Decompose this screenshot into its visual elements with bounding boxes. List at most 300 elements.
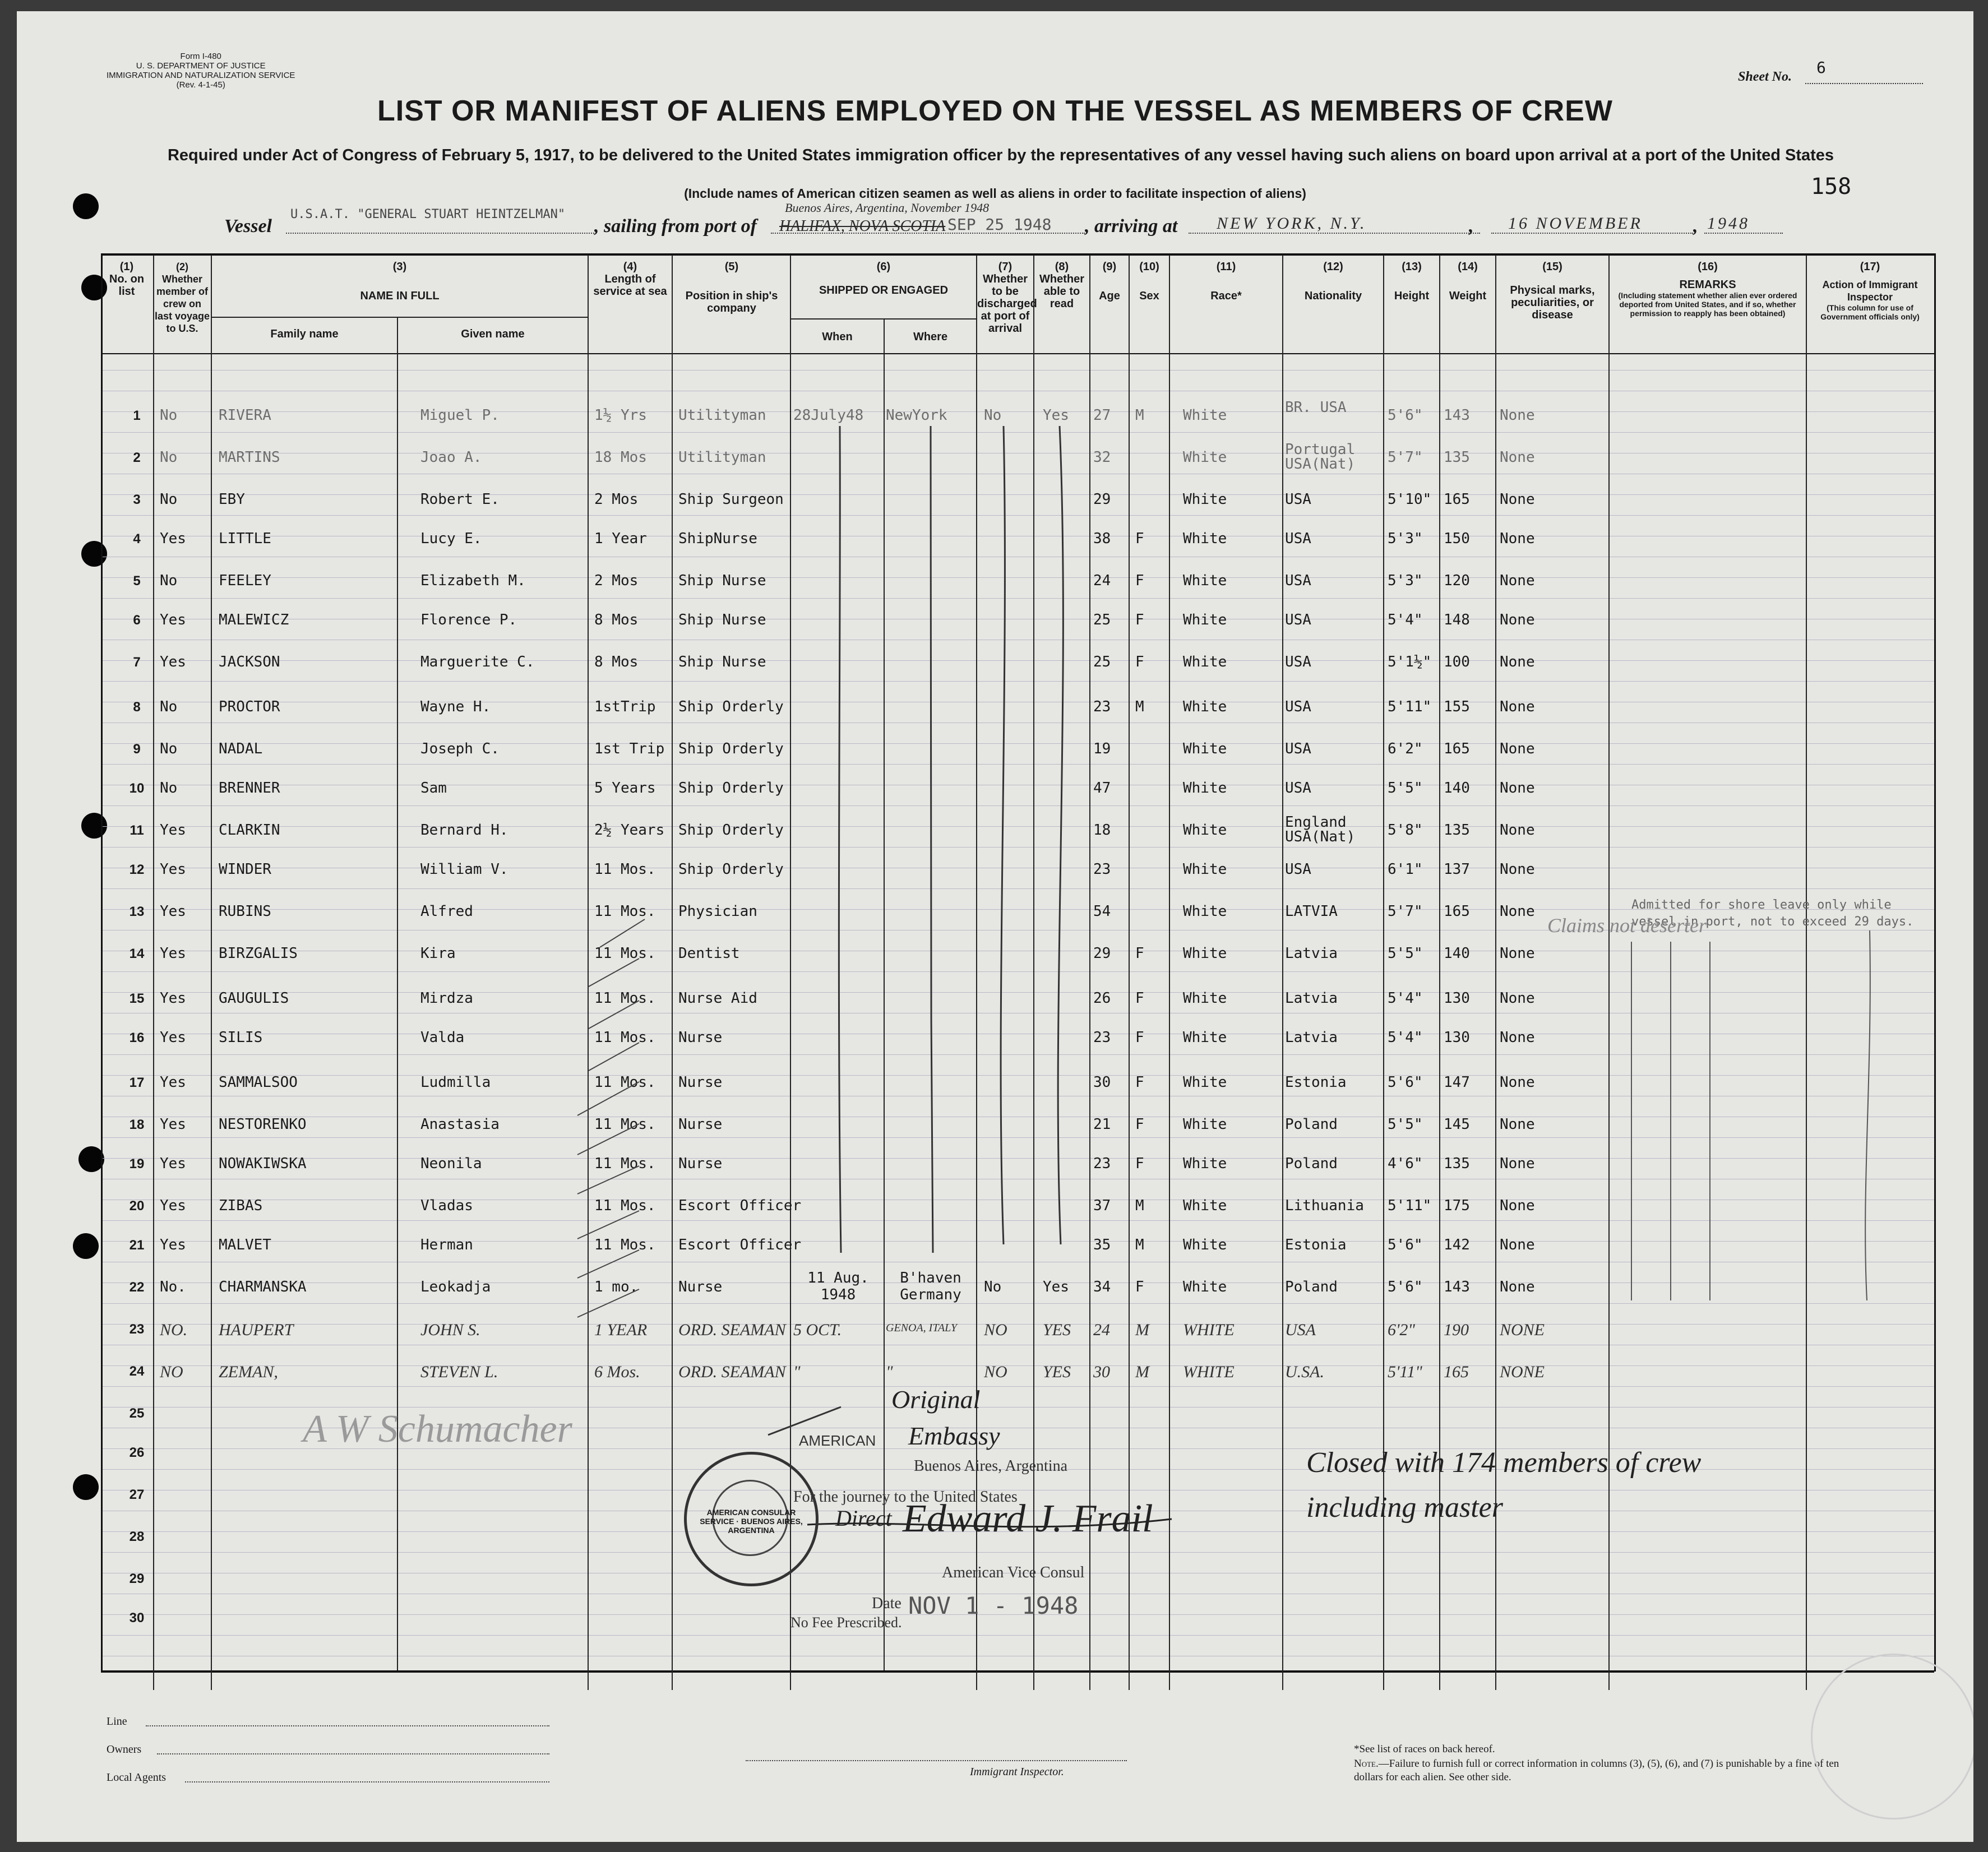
- cell-sex: F: [1135, 945, 1144, 962]
- cell-given: Ludmilla: [420, 1074, 491, 1091]
- cell-crew: Yes: [160, 1116, 186, 1133]
- vice-consul-title: American Vice Consul: [942, 1564, 1085, 1581]
- cell-crew: Yes: [160, 861, 186, 878]
- row-number: 27: [129, 1487, 145, 1502]
- row-number: 5: [133, 573, 141, 589]
- cell-family: SAMMALSOO: [219, 1074, 298, 1091]
- cell-nat: Latvia: [1285, 990, 1338, 1007]
- cell-nat: Estonia: [1285, 1237, 1347, 1253]
- cell-race: White: [1183, 491, 1227, 508]
- cell-race: White: [1183, 572, 1227, 589]
- col-where-header: Where: [913, 331, 948, 343]
- cell-height: 5'6": [1388, 407, 1423, 424]
- cell-nat: USA: [1285, 572, 1311, 589]
- cell-when: 5 OCT.: [793, 1321, 842, 1339]
- cell-service: 5 Years: [594, 780, 656, 797]
- cell-weight: 140: [1444, 780, 1470, 797]
- col-read-header: (8) Whether able to read: [1039, 261, 1084, 310]
- cell-service: 11 Mos.: [594, 1155, 656, 1172]
- cell-service: 8 Mos: [594, 654, 639, 670]
- row-number: 26: [129, 1445, 145, 1460]
- col-given-name-header: Given name: [461, 328, 525, 340]
- cell-marks: None: [1500, 822, 1535, 839]
- cell-position: Ship Orderly: [678, 740, 784, 757]
- row-number: 28: [129, 1529, 145, 1544]
- embassy-handwritten: Embassy: [908, 1422, 1000, 1450]
- arriving-port: NEW YORK, N.Y.: [1217, 214, 1367, 233]
- fine-note: Note.—Failure to furnish full or correct information in columns (3), (5), (6), and (7) is punishable by a fine of ten dollars for each alien. See other side.: [1354, 1758, 1839, 1783]
- cell-crew: NO.: [160, 1321, 188, 1339]
- cell-weight: 165: [1444, 903, 1470, 920]
- cell-weight: 130: [1444, 1029, 1470, 1046]
- sailing-label: , sailing from port of: [594, 216, 757, 237]
- cell-given: Leokadja: [420, 1279, 491, 1295]
- col-shipped-header: (6) SHIPPED OR ENGAGED: [819, 261, 949, 297]
- cell-height: 5'10": [1388, 491, 1432, 508]
- cell-position: Ship Surgeon: [678, 491, 784, 508]
- cell-height: 5'6": [1388, 1237, 1423, 1253]
- cell-sex: F: [1135, 1155, 1144, 1172]
- cell-given: Elizabeth M.: [420, 572, 526, 589]
- row-number: 29: [129, 1571, 145, 1586]
- consular-seal: [684, 1452, 819, 1586]
- col-race-header: (11) Race*: [1210, 261, 1242, 302]
- cell-marks: None: [1500, 1074, 1535, 1091]
- cell-service: 11 Mos.: [594, 1074, 656, 1091]
- consular-city: Buenos Aires, Argentina: [914, 1457, 1068, 1475]
- cell-position: Nurse: [678, 1155, 723, 1172]
- include-note: (Include names of American citizen seamen as well as aliens in order to facilitate inspection of aliens): [684, 186, 1306, 201]
- cell-position: Escort Officer: [678, 1197, 802, 1214]
- cell-marks: None: [1500, 1155, 1535, 1172]
- cell-sex: F: [1135, 612, 1144, 628]
- cell-service: 11 Mos.: [594, 1029, 656, 1046]
- arriving-label: , arriving at: [1085, 216, 1178, 237]
- cell-disch: No: [984, 407, 1002, 424]
- cell-where: B'haven Germany: [900, 1270, 961, 1303]
- cell-weight: 165: [1444, 491, 1470, 508]
- cell-weight: 120: [1444, 572, 1470, 589]
- cell-race: White: [1183, 1237, 1227, 1253]
- cell-race: White: [1183, 698, 1227, 715]
- cell-marks: None: [1500, 740, 1535, 757]
- col-height-header: (13) Height: [1394, 261, 1430, 302]
- cell-race: White: [1183, 407, 1227, 424]
- cell-position: Physician: [678, 903, 757, 920]
- cell-given: JOHN S.: [420, 1321, 480, 1339]
- cell-family: MARTINS: [219, 449, 280, 466]
- cell-service: 1st Trip: [594, 740, 665, 757]
- cell-family: FEELEY: [219, 572, 271, 589]
- cell-race: White: [1183, 822, 1227, 839]
- cell-position: Utilityman: [678, 449, 766, 466]
- cell-marks: None: [1500, 407, 1535, 424]
- cell-age: 54: [1093, 903, 1111, 920]
- cell-family: BRENNER: [219, 780, 280, 797]
- cell-service: 8 Mos: [594, 612, 639, 628]
- cell-read: YES: [1043, 1321, 1071, 1339]
- cell-age: 29: [1093, 945, 1111, 962]
- cell-position: Nurse: [678, 1074, 723, 1091]
- cell-crew: Yes: [160, 530, 186, 547]
- cell-marks: None: [1500, 1116, 1535, 1133]
- cell-sex: F: [1135, 1074, 1144, 1091]
- cell-crew: Yes: [160, 1029, 186, 1046]
- row-number: 10: [129, 781, 145, 796]
- cell-given: Bernard H.: [420, 822, 508, 839]
- cell-when: 28July48: [793, 407, 864, 424]
- cell-family: MALVET: [219, 1237, 271, 1253]
- cell-marks: None: [1500, 1279, 1535, 1295]
- cell-age: 24: [1093, 572, 1111, 589]
- cell-crew: No: [160, 449, 178, 466]
- cell-age: 21: [1093, 1116, 1111, 1133]
- cell-marks: None: [1500, 530, 1535, 547]
- row-number: 8: [133, 700, 141, 715]
- cell-race: White: [1183, 530, 1227, 547]
- row-number: 17: [129, 1075, 145, 1090]
- cell-height: 6'2": [1388, 740, 1423, 757]
- cell-nat: LATVIA: [1285, 903, 1338, 920]
- cell-disch: NO: [984, 1363, 1007, 1381]
- cell-nat: Poland: [1285, 1116, 1338, 1133]
- cell-given: Neonila: [420, 1155, 482, 1172]
- cell-age: 35: [1093, 1237, 1111, 1253]
- col-marks-header: (15) Physical marks, peculiarities, or disease: [1510, 261, 1595, 321]
- cell-marks: None: [1500, 654, 1535, 670]
- cell-crew: NO: [160, 1363, 183, 1381]
- ditto-stroke-where: [931, 426, 933, 1253]
- cell-nat: Latvia: [1285, 945, 1338, 962]
- cell-height: 5'3": [1388, 572, 1423, 589]
- cell-age: 30: [1093, 1074, 1111, 1091]
- col-service-header: (4) Length of service at sea: [593, 261, 667, 298]
- cell-given: Valda: [420, 1029, 465, 1046]
- cell-race: WHITE: [1183, 1363, 1235, 1381]
- port-stamp: SEP 25 1948: [947, 215, 1052, 234]
- cell-position: Escort Officer: [678, 1237, 802, 1253]
- cell-crew: Yes: [160, 1237, 186, 1253]
- date-label: Date: [872, 1595, 901, 1612]
- cell-given: Lucy E.: [420, 530, 482, 547]
- cell-service: 1½ Yrs: [594, 407, 647, 424]
- claims-remark: Claims not deserter: [1547, 914, 1707, 937]
- cell-age: 25: [1093, 612, 1111, 628]
- cell-position: Nurse: [678, 1029, 723, 1046]
- cell-nat: Latvia: [1285, 1029, 1338, 1046]
- cell-position: ShipNurse: [678, 530, 757, 547]
- cell-crew: No: [160, 572, 178, 589]
- cell-crew: No: [160, 740, 178, 757]
- row-number: 11: [130, 823, 144, 838]
- cell-sex: F: [1135, 990, 1144, 1007]
- col-crew-header: (2) Whether member of crew on last voyage to U.S.: [154, 261, 210, 334]
- cell-height: 4'6": [1388, 1155, 1423, 1172]
- cell-race: White: [1183, 612, 1227, 628]
- cell-crew: Yes: [160, 822, 186, 839]
- cell-sex: M: [1135, 1237, 1144, 1253]
- cell-height: 5'11": [1388, 698, 1432, 715]
- cell-nat: USA: [1285, 612, 1311, 628]
- cell-family: NOWAKIWSKA: [219, 1155, 307, 1172]
- col-weight-header: (14) Weight: [1449, 261, 1487, 302]
- cell-given: Miguel P.: [420, 407, 500, 424]
- footer-line-label: Line: [107, 1715, 127, 1728]
- cell-marks: NONE: [1500, 1363, 1545, 1381]
- cell-marks: None: [1500, 1029, 1535, 1046]
- cell-height: 5'1½": [1388, 654, 1432, 670]
- col-sex-header: (10) Sex: [1139, 261, 1159, 302]
- cell-weight: 148: [1444, 612, 1470, 628]
- cell-age: 23: [1093, 1155, 1111, 1172]
- cell-service: 1 mo.: [594, 1279, 639, 1295]
- cell-height: 5'5": [1388, 1116, 1423, 1133]
- cell-age: 30: [1093, 1363, 1110, 1381]
- cell-race: White: [1183, 1279, 1227, 1295]
- cell-nat: BR. USA: [1285, 399, 1347, 416]
- cell-where: GENOA, ITALY: [886, 1322, 958, 1334]
- cell-age: 23: [1093, 861, 1111, 878]
- cell-marks: None: [1500, 1197, 1535, 1214]
- cell-height: 5'5": [1388, 945, 1423, 962]
- cell-service: 11 Mos.: [594, 861, 656, 878]
- cell-position: Ship Nurse: [678, 612, 766, 628]
- form-identification: Form I-480 U. S. DEPARTMENT OF JUSTICE IMMIGRATION AND NATURALIZATION SERVICE (Rev. 4-1-45): [107, 52, 295, 90]
- cell-position: Ship Nurse: [678, 654, 766, 670]
- ditto-stroke-when: [839, 426, 841, 1253]
- cell-height: 5'4": [1388, 1029, 1423, 1046]
- cell-weight: 175: [1444, 1197, 1470, 1214]
- cell-crew: No: [160, 698, 178, 715]
- cell-race: White: [1183, 1116, 1227, 1133]
- footer-line-field: [146, 1725, 549, 1726]
- cell-given: Joao A.: [420, 449, 482, 466]
- cell-race: White: [1183, 740, 1227, 757]
- cell-service: 11 Mos.: [594, 1116, 656, 1133]
- cell-read: Yes: [1043, 407, 1069, 424]
- cell-service: 6 Mos.: [594, 1363, 640, 1381]
- cell-race: White: [1183, 903, 1227, 920]
- cell-position: Ship Nurse: [678, 572, 766, 589]
- cell-weight: 145: [1444, 1116, 1470, 1133]
- cell-height: 6'2": [1388, 1321, 1416, 1339]
- cell-age: 27: [1093, 407, 1111, 424]
- row-number: 20: [129, 1198, 145, 1214]
- row-number: 15: [129, 991, 145, 1006]
- cell-race: White: [1183, 654, 1227, 670]
- inspector-label: Immigrant Inspector.: [970, 1766, 1064, 1778]
- cell-age: 18: [1093, 822, 1111, 839]
- page-number: 158: [1811, 174, 1852, 200]
- col-no-header: (1) No. on list: [109, 261, 145, 298]
- cell-nat: Poland: [1285, 1155, 1338, 1172]
- cell-height: 5'4": [1388, 612, 1423, 628]
- seal-text: AMERICAN CONSULAR SERVICE · BUENOS AIRES, ARGENTINA: [700, 1508, 803, 1535]
- cell-given: Wayne H.: [420, 698, 491, 715]
- cell-read: Yes: [1043, 1279, 1069, 1295]
- ditto-stroke-discharge: [1001, 426, 1005, 1244]
- cell-sex: M: [1135, 698, 1144, 715]
- cell-service: 11 Mos.: [594, 1197, 656, 1214]
- original-port: HALIFAX, NOVA SCOTIA: [779, 217, 946, 235]
- row-number: 7: [133, 655, 141, 670]
- cell-service: 18 Mos: [594, 449, 647, 466]
- cell-weight: 137: [1444, 861, 1470, 878]
- col-discharge-header: (7) Whether to be discharged at port of arrival: [977, 261, 1037, 335]
- footer-agents-label: Local Agents: [107, 1771, 167, 1784]
- cell-marks: None: [1500, 945, 1535, 962]
- cell-family: NESTORENKO: [219, 1116, 307, 1133]
- cell-service: 1 YEAR: [594, 1321, 648, 1339]
- cell-crew: No: [160, 780, 178, 797]
- cell-age: 23: [1093, 698, 1111, 715]
- cell-sex: M: [1135, 1363, 1149, 1381]
- row-number: 6: [133, 613, 141, 628]
- cell-sex: F: [1135, 1279, 1144, 1295]
- cell-marks: None: [1500, 449, 1535, 466]
- cell-family: CHARMANSKA: [219, 1279, 307, 1295]
- row-number: 1: [133, 408, 141, 423]
- american-label: AMERICAN: [799, 1432, 876, 1449]
- row-number: 18: [129, 1117, 145, 1132]
- cell-service: 11 Mos.: [594, 945, 656, 962]
- cell-marks: None: [1500, 1237, 1535, 1253]
- cell-sex: F: [1135, 572, 1144, 589]
- cell-family: HAUPERT: [219, 1321, 294, 1339]
- cell-height: 5'7": [1388, 449, 1423, 466]
- cell-age: 25: [1093, 654, 1111, 670]
- no-fee-label: No Fee Prescribed.: [790, 1614, 902, 1631]
- cell-given: Anastasia: [420, 1116, 500, 1133]
- cell-sex: M: [1135, 1197, 1144, 1214]
- footer-agents-field: [185, 1781, 549, 1782]
- cell-age: 32: [1093, 449, 1111, 466]
- ditto-stroke-read: [1058, 426, 1063, 1244]
- cell-family: RIVERA: [219, 407, 271, 424]
- cell-age: 47: [1093, 780, 1111, 797]
- cell-given: Florence P.: [420, 612, 517, 628]
- cell-height: 5'6": [1388, 1074, 1423, 1091]
- cell-position: Ship Orderly: [678, 698, 784, 715]
- cell-race: White: [1183, 861, 1227, 878]
- cell-weight: 150: [1444, 530, 1470, 547]
- sheet-number: 6: [1816, 58, 1826, 77]
- cell-crew: No.: [160, 1279, 186, 1295]
- sheet-label: Sheet No.: [1738, 70, 1792, 84]
- cell-sex: M: [1135, 1321, 1149, 1339]
- cell-disch: NO: [984, 1321, 1007, 1339]
- cell-given: Alfred: [420, 903, 473, 920]
- cell-given: William V.: [420, 861, 508, 878]
- cell-nat: USA: [1285, 491, 1311, 508]
- cell-race: White: [1183, 1197, 1227, 1214]
- cell-position: ORD. SEAMAN: [678, 1321, 786, 1339]
- cell-age: 38: [1093, 530, 1111, 547]
- cell-given: Kira: [420, 945, 456, 962]
- cell-weight: 143: [1444, 407, 1470, 424]
- cell-weight: 190: [1444, 1321, 1469, 1339]
- cell-sex: F: [1135, 1116, 1144, 1133]
- faint-receipt-stamp: [1811, 1654, 1973, 1819]
- cell-weight: 155: [1444, 698, 1470, 715]
- cell-when: 11 Aug. 1948: [807, 1270, 869, 1303]
- cell-crew: Yes: [160, 1197, 186, 1214]
- cell-family: SILIS: [219, 1029, 263, 1046]
- cell-race: White: [1183, 945, 1227, 962]
- cell-weight: 130: [1444, 990, 1470, 1007]
- row-number: 19: [129, 1156, 145, 1172]
- row-number: 24: [129, 1364, 145, 1379]
- cell-nat: Lithuania: [1285, 1197, 1364, 1214]
- cell-given: Sam: [420, 780, 447, 797]
- row-number: 22: [129, 1280, 145, 1295]
- cell-nat: Poland: [1285, 1279, 1338, 1295]
- cell-age: 23: [1093, 1029, 1111, 1046]
- cell-service: 1 Year: [594, 530, 647, 547]
- cell-position: Nurse Aid: [678, 990, 757, 1007]
- cell-height: 5'4": [1388, 990, 1423, 1007]
- cell-weight: 142: [1444, 1237, 1470, 1253]
- cell-position: Ship Orderly: [678, 822, 784, 839]
- cell-sex: F: [1135, 654, 1144, 670]
- vessel-label: Vessel: [224, 216, 272, 237]
- footer-owners-label: Owners: [107, 1743, 142, 1756]
- cell-crew: Yes: [160, 903, 186, 920]
- cell-service: 1stTrip: [594, 698, 656, 715]
- cell-race: White: [1183, 990, 1227, 1007]
- row-number: 14: [129, 946, 145, 961]
- vice-consul-signature: Edward J. Frail: [903, 1497, 1153, 1540]
- cell-weight: 147: [1444, 1074, 1470, 1091]
- cell-family: MALEWICZ: [219, 612, 289, 628]
- row-number: 3: [133, 492, 141, 507]
- cell-age: 26: [1093, 990, 1111, 1007]
- cell-crew: Yes: [160, 945, 186, 962]
- cell-nat: USA: [1285, 780, 1311, 797]
- journey-label: For the journey to the United States: [793, 1488, 1018, 1506]
- cell-service: 11 Mos.: [594, 1237, 656, 1253]
- manifest-sheet: Form I-480 U. S. DEPARTMENT OF JUSTICE IMMIGRATION AND NATURALIZATION SERVICE (Rev. 4-1-45) Sheet No. 6 LIST OR MANIFEST OF ALIENS EMPLOYED ON THE VESSEL AS MEMBERS OF CREW Required under Act of Congress of February 5, 1917, to be delivered to the United States immigration officer by the representatives of any vessel having such aliens on board upon arrival at a port of the United States (Include names of American citizen seamen as well as aliens in order to facilitate inspection of aliens) 158 Vessel U.S.A.T. "GENERAL STUART HEINTZELMAN" , sailing from port of Buenos Aires, Argentina, November 1948 HALIFAX, NOVA SCOTIA SEP 25 1948 , arriving at NEW YORK, N.Y. , 16 NOVEMBER , 1948 (1) No. on list (2) Whether member of crew on last voyage to U.S. (3) NAME IN FULL Family name Given name (4) Length of service at sea (5) Position in ship's company (6) SHIPPED OR ENGAGED When Where (7) Whether to be discharged at port of arrival (8) Whether able to read (9) Age (10) Sex (11) Race* (12) Nationality (13) Height (14) Weight (15) Physical marks, peculiarities, or disease (16) REMARKS (Including statement whether alien ever ordered deported from United States, and if so, whether permission to reapply has been obtained) (17) Action of Immigrant Inspector (This column for use of Government officials only) 1 No RIVERA Miguel P. 1½ Yrs Utilityman 28July48 NewYork No Yes 27 M White BR. USA 5'6" 143 None 2 No MARTINS Joao A. 18 Mos Utilityman 32 White Portugal USA(Nat) 5'7" 135 None 3 No EBY Robert E. 2 Mos Ship Surgeon 29 White USA 5'10" 165 None 4 Yes LITTLE Lucy E. 1 Year ShipNurse 38 F White USA 5'3" 150 None 5 No FEELEY Elizabeth M. 2 Mos Ship Nurse 24 F White USA 5'3" 120 None 6 Yes MALEWICZ Florence P. 8 Mos Ship Nurse 25 F White USA 5'4" 148 None 7 Yes JACKSON Marguerite C. 8 Mos Ship Nurse 25 F White USA 5'1½" 100 None 8 No PROCTOR Wayne H. 1stTrip Ship Orderly 23 M White USA 5'11" 155 None 9 No NADAL Joseph C. 1st Trip Ship Orderly 19 White USA 6'2" 165 None 10 No BRENNER Sam 5 Years Ship Orderly 47 White USA 5'5" 140 None 11 Yes CLARKIN Bernard H. 2½ Years Ship Orderly 18 White England USA(Nat) 5'8" 135 None 12 Yes WINDER William V. 11 Mos. Ship Orderly 23 White USA 6'1" 137 None 13 Yes RUBINS Alfred 11 Mos. Physician 54 White LATVIA 5'7" 165 None 14 Yes BIRZGALIS Kira 11 Mos. Dentist 29 F White Latvia 5'5" 140 None 15 Yes GAUGULIS Mirdza 11 Mos. Nurse Aid 26 F White Latvia 5'4" 130 None 16 Yes SILIS Valda 11 Mos. Nurse 23 F White Latvia 5'4" 130 None 17 Yes SAMMALSOO Ludmilla 11 Mos. Nurse 30 F White Estonia 5'6" 147 None 18 Yes NESTORENKO Anastasia 11 Mos. Nurse 21 F White Poland 5'5" 145 None 19 Yes NOWAKIWSKA Neonila 11 Mos. Nurse 23 F White Poland 4'6" 135 None 20 Yes ZIBAS Vladas 11 Mos. Escort Officer 37 M White Lithuania 5'11" 175 None 21 Yes MALVET Herman 11 Mos. Escort Officer 35 M White Estonia 5'6" 142 None 22 No. CHARMANSKA Leokadja 1 mo. Nurse 11 Aug. 1948 B'haven Germany No Yes 34 F White Poland 5'6" 143 None 23 NO. HAUPERT JOHN S. 1 YEAR ORD. SEAMAN 5 OCT. GENOA, ITALY NO YES 24 M WHITE USA 6'2" 190 NONE 24 NO ZEMAN, STEVEN L. 6 Mos. ORD. SEAMAN " " NO YES 30 M WHITE U.SA. 5'11" 165 NONE 25 26 27 28 29 30 Admitted for shore leave only while vessel in port, not to exceed 29 days. Claims not deserter Closed with 174 members of crew including master A W Schumacher AMERICAN CONSULAR SERVICE · BUENOS AIRES, ARGENTINA Original AMERICAN Embassy Buenos Aires, Argentina For the journey to the United States Direct Edward J. Frail American Vice Consul Date NOV 1 - 1948 No Fee Prescribed. Line Owners Local Agents Immigrant Inspector. *See list of races on back hereof. Note.—Failure to furnish full or correct information in columns (3), (5), (6), and (7) is punishable by a fine of ten dollars for each alien. See other side.: [17, 11, 1973, 1842]
- arrival-date: 16 NOVEMBER: [1508, 214, 1643, 233]
- cell-given: Herman: [420, 1237, 473, 1253]
- cell-read: YES: [1043, 1363, 1071, 1381]
- cell-position: Ship Orderly: [678, 780, 784, 797]
- cell-weight: 135: [1444, 449, 1470, 466]
- cell-weight: 165: [1444, 1363, 1469, 1381]
- cell-nat: USA: [1285, 530, 1311, 547]
- cell-family: GAUGULIS: [219, 990, 289, 1007]
- cell-crew: Yes: [160, 990, 186, 1007]
- row-number: 9: [133, 742, 141, 757]
- cell-crew: No: [160, 491, 178, 508]
- cell-given: Joseph C.: [420, 740, 500, 757]
- cell-given: Vladas: [420, 1197, 473, 1214]
- cell-family: ZEMAN,: [219, 1363, 278, 1381]
- row-number: 16: [129, 1030, 145, 1045]
- cell-given: Robert E.: [420, 491, 500, 508]
- cell-family: LITTLE: [219, 530, 271, 547]
- direct-handwritten: Direct: [835, 1506, 892, 1531]
- cell-crew: Yes: [160, 1074, 186, 1091]
- inspector-signature-line: [746, 1760, 1127, 1761]
- cell-weight: 135: [1444, 822, 1470, 839]
- arrival-year: 1948: [1707, 214, 1750, 233]
- service-tick-marks: [577, 919, 645, 1317]
- cell-nat: USA: [1285, 698, 1311, 715]
- cell-marks: None: [1500, 572, 1535, 589]
- cell-family: BIRZGALIS: [219, 945, 298, 962]
- page-title: LIST OR MANIFEST OF ALIENS EMPLOYED ON THE VESSEL AS MEMBERS OF CREW: [377, 95, 1613, 127]
